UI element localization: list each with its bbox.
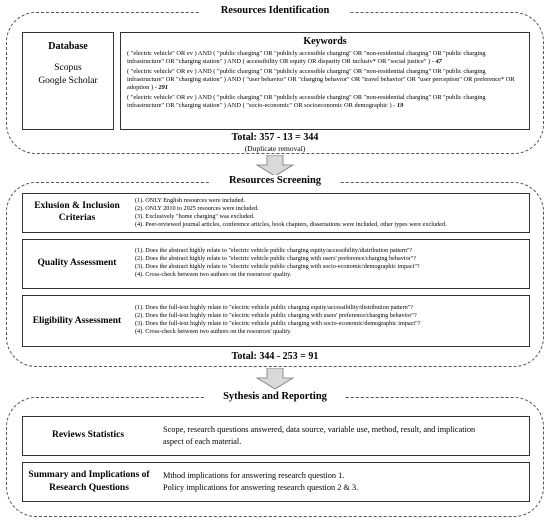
summary-lines <box>163 470 493 494</box>
query-3-text: ( "electric vehicle" OR ev ) AND ( "public charging" OR "publicly accessible charging" OR "non-residential charging" OR "public charging infrastructure" OR "charging station" ) AND ( "socio-economic" OR socioeconomic OR demographic ) - <box>127 94 486 109</box>
synthesis-row-statistics <box>22 416 530 456</box>
summary-label: Summary and Implications of Research Questions <box>28 470 150 493</box>
query-2-text: ( "electric vehicle" OR ev ) AND ( "public charging" OR "publicly accessible charging" OR "non-residential charging" OR "public charging infrastructure" OR "charging station" ) AND ( "user behavior" OR "charging behavior" OR "travel behavior" OR "user perception" OR preference* OR adoption ) - <box>127 68 515 91</box>
query-2 <box>127 68 523 92</box>
query-1-text: ( "electric vehicle" OR ev ) AND ( "public charging" OR "publicly accessible charging" OR "non-residential charging" OR "public charging infrastructure" OR "charging station" ) AND ( accessibility OR equity OR disparity OR inclusiv* OR "social justice" ) - <box>127 50 486 65</box>
screening-row-criteria <box>22 193 530 233</box>
statistics-label: Reviews Statistics <box>51 430 125 440</box>
eligibility-list <box>135 304 527 336</box>
keywords-heading: Keywords <box>303 36 347 47</box>
criteria-item: (3). Exclusively "home charging" was excluded. <box>135 213 255 220</box>
quality-label: Quality Assessment <box>37 258 117 268</box>
synthesis-row-summary <box>22 462 530 502</box>
screening-total: Total: 344 - 253 = 91 <box>231 351 319 362</box>
quality-item: (4). Cross-check between two authors on the resources' quality. <box>135 271 292 278</box>
eligibility-item: (4). Cross-check between two authors on the resources' quality. <box>135 328 292 335</box>
database-box <box>22 32 114 130</box>
duplicate-removal-note: (Duplicate removal) <box>244 144 306 153</box>
keywords-box <box>120 32 530 130</box>
down-arrow-icon <box>255 368 295 390</box>
criteria-item: (2). ONLY 2010 to 2025 resources were included. <box>135 205 259 212</box>
criteria-list <box>135 197 527 229</box>
quality-list <box>135 247 527 279</box>
criteria-item: (1). ONLY English resources were included. <box>135 197 245 204</box>
summary-line: Policy implications for answering research question 2 & 3. <box>163 483 359 492</box>
criteria-item: (4). Peer-reviewed journal articles, conference articles, book chapters, dissertations were included, other types were excluded. <box>135 221 447 228</box>
identification-total: Total: 357 - 13 = 344 <box>231 132 319 143</box>
query-1-count: 47 <box>435 58 442 65</box>
criteria-label: Exlusion & Inclusion Criterias <box>34 201 120 223</box>
quality-item: (3). Does the abstract highly relate to "electric vehicle public charging with socio-economic/demographic impact"? <box>135 263 420 270</box>
eligibility-item: (3). Does the full-text highly relate to "electric vehicle public charging with socio-economic/demographic impact"? <box>135 320 421 327</box>
query-2-count: 291 <box>158 84 169 91</box>
query-1 <box>127 50 523 66</box>
statistics-text: Scope, research questions answered, data source, variable use, method, result, and implication aspect of each material. <box>163 425 476 446</box>
database-source-google-scholar: Google Scholar <box>38 76 98 86</box>
synthesis-title: Sythesis and Reporting <box>205 391 345 402</box>
query-3 <box>127 94 523 110</box>
database-heading: Database <box>48 41 88 52</box>
eligibility-item: (1). Does the full-text highly relate to "electric vehicle public charging equity/accessibility/distribution pattern"? <box>135 304 413 311</box>
summary-line: Mthod implications for answering research question 1. <box>163 471 345 480</box>
eligibility-label: Eligibility Assessment <box>32 316 122 326</box>
screening-row-quality <box>22 239 530 289</box>
down-arrow-icon <box>255 155 295 177</box>
eligibility-item: (2). Does the full-text highly relate to "electric vehicle public charging with users' preference/charging behavior"? <box>135 312 417 319</box>
quality-item: (2). Does the abstract highly relate to "electric vehicle public charging with users' preference/charging behavior"? <box>135 255 416 262</box>
screening-title: Resources Screening <box>210 175 340 186</box>
screening-row-eligibility <box>22 295 530 347</box>
query-3-count: 19 <box>396 102 404 109</box>
database-source-scopus: Scopus <box>54 63 82 73</box>
quality-item: (1). Does the abstract highly relate to "electric vehicle public charging equity/accessibility/distribution pattern"? <box>135 247 413 254</box>
identification-title: Resources Identification <box>200 5 350 16</box>
